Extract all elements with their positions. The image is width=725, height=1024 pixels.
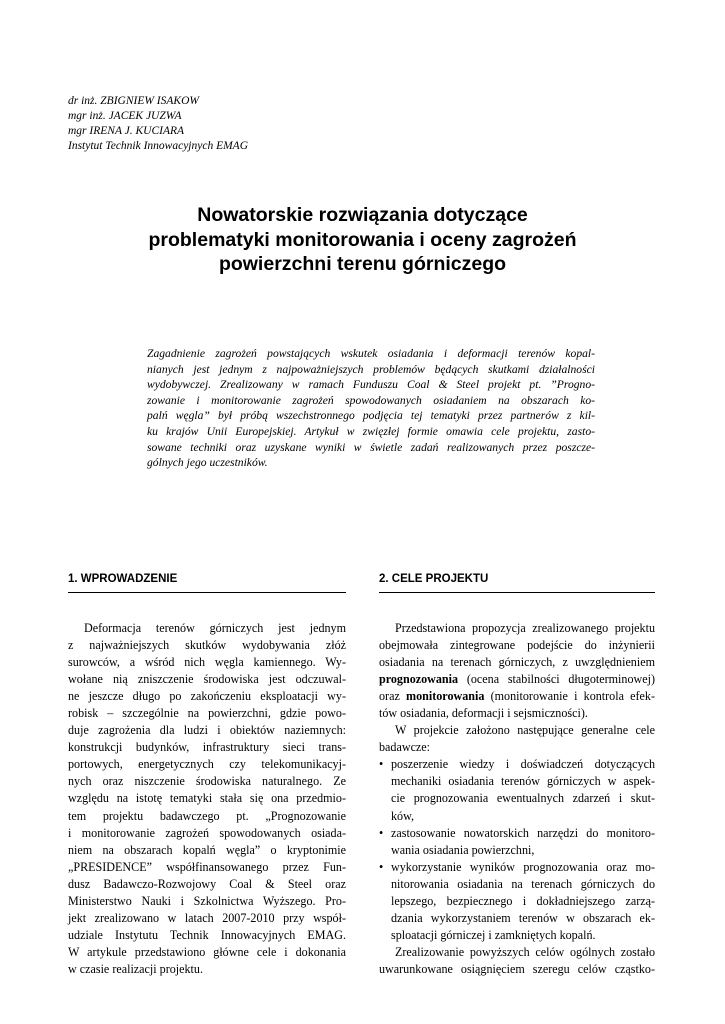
body-line: ków, bbox=[391, 808, 415, 823]
body-line: portowych, energetycznych czy telekomunikacyj- bbox=[68, 757, 346, 772]
body-line: badawcze: bbox=[379, 740, 431, 755]
emphasis: monitorowania bbox=[406, 689, 485, 704]
abstract-line: nianych jest jednym z najpoważniejszych problemów będących skutkami działalności bbox=[147, 362, 595, 376]
body-line: Przedstawiona propozycja zrealizowanego projektu bbox=[395, 621, 655, 635]
abstract-line: ku krajów Unii Europejskiej. Artykuł w zwięzłej formie omawia cele projektu, zasto- bbox=[147, 424, 595, 438]
body-line: mechaniki osiadania terenów górniczych w aspek- bbox=[391, 774, 655, 789]
body-line: z najważniejszych skutków wydobywania złóż bbox=[68, 638, 346, 653]
body-line: nitorowania osiadania na terenach górniczych do bbox=[391, 876, 655, 891]
section-rule bbox=[379, 592, 655, 593]
body-line: lepszego, bezpiecznego i dokładniejszego zarzą- bbox=[391, 893, 655, 908]
body-line: względu na istotę tematyki stała się ona przedmio- bbox=[68, 791, 346, 806]
bullet-icon: • bbox=[379, 825, 384, 840]
body-line: „PRESIDENCE” współfinansowanego przez Fun- bbox=[68, 859, 346, 874]
body-line: Zrealizowanie powyższych celów ogólnych zostało bbox=[395, 944, 655, 959]
body-line: sploatacji górniczej i zamkniętych kopalń. bbox=[391, 927, 596, 942]
body-line: i monitorowanie zagrożeń spowodowanych osiada- bbox=[68, 825, 346, 840]
abstract-line: zowanie i monitorowanie zagrożeń spowodowanych osiadaniem na obszarach ko- bbox=[147, 393, 595, 407]
body-line: W projekcie założono następujące generalne cele bbox=[395, 723, 655, 738]
list-item bbox=[379, 825, 655, 859]
body-line: W artykule przedstawiono główne cele i dokonania bbox=[68, 944, 346, 959]
body-line: dusz Badawczo-Rozwojowy Coal & Steel oraz bbox=[68, 876, 346, 891]
body-line: Deformacja terenów górniczych jest jednym bbox=[84, 621, 346, 635]
abstract-line: palń węgla” był próbą wszechstronnego podjęcia tej tematyki przez partnerów z kil- bbox=[147, 409, 595, 423]
affiliation: Instytut Technik Innowacyjnych EMAG bbox=[68, 140, 249, 152]
body-line: wania osiadania powierzchni, bbox=[391, 842, 535, 857]
body-line: poszerzenie wiedzy i doświadczeń dotyczących bbox=[391, 757, 655, 772]
column-goals bbox=[379, 620, 655, 978]
column-introduction bbox=[68, 620, 346, 978]
section-rule bbox=[68, 592, 346, 593]
body-line: duje zagrożenia dla ludzi i obiektów naziemnych: bbox=[68, 723, 346, 738]
abstract-line: sowane techniki oraz uzyskane wyniki w świetle zadań realizowanych przez poszcze- bbox=[147, 440, 595, 454]
author-block bbox=[68, 94, 468, 154]
emphasis: prognozowania bbox=[379, 672, 459, 687]
body-line: oraz monitorowania (monitorowanie i kontrola efek- bbox=[379, 689, 655, 704]
body-line: tów osiadania, deformacji i sejsmiczności). bbox=[379, 706, 588, 721]
body-line: zastosowanie nowatorskich narzędzi do monitoro- bbox=[391, 825, 655, 840]
body-line: jekt zrealizowano w latach 2007-2010 przy współ- bbox=[68, 910, 346, 925]
abstract-line: Zagadnienie zagrożeń powstających wskutek osiadania i deformacji terenów kopal- bbox=[147, 347, 595, 360]
bullet-icon: • bbox=[379, 859, 384, 874]
body-line: konstrukcji budynków, infrastruktury sieci trans- bbox=[68, 740, 346, 755]
body-line: udziale Instytutu Technik Innowacyjnych EMAG. bbox=[68, 927, 346, 942]
paper-title bbox=[60, 203, 665, 277]
author-line: mgr inż. JACEK JUZWA bbox=[68, 110, 182, 122]
title-line: Nowatorskie rozwiązania dotyczące bbox=[197, 204, 528, 226]
abstract-line: gólnych jego uczestników. bbox=[147, 456, 268, 470]
list-item bbox=[379, 859, 655, 944]
title-line: problematyki monitorowania i oceny zagrożeń bbox=[148, 228, 577, 251]
body-line: osiadania na terenach górniczych, z uwzględnieniem bbox=[379, 655, 655, 670]
body-line: ne jeszcze długo po zakończeniu eksploatacji wy- bbox=[68, 689, 346, 704]
body-line: cie prognozowania ewentualnych zdarzeń i skut- bbox=[391, 791, 655, 806]
section-heading-goals: 2. CELE PROJEKTU bbox=[379, 573, 489, 585]
body-line: prognozowania (ocena stabilności długoterminowej) bbox=[379, 672, 655, 687]
author-line: dr inż. ZBIGNIEW ISAKOW bbox=[68, 95, 199, 107]
title-line: powierzchni terenu górniczego bbox=[218, 253, 507, 275]
body-line: wołane nią zniszczenie środowiska jest odczuwal- bbox=[68, 672, 346, 687]
body-line: obejmowała zintegrowane podejście do inżynierii bbox=[379, 638, 655, 653]
body-line: uwarunkowane osiągnięciem szeregu celów cząstko- bbox=[379, 961, 655, 976]
body-line: niem na obszarach kopalń węgla” o kryptonimie bbox=[68, 842, 346, 857]
list-item bbox=[379, 756, 655, 824]
body-line: w czasie realizacji projektu. bbox=[68, 961, 203, 976]
author-line: mgr IRENA J. KUCIARA bbox=[68, 125, 185, 137]
body-line: robisk – szczególnie na powierzchni, gdzie powo- bbox=[68, 706, 346, 721]
abstract-line: wydobywczej. Zrealizowany w ramach Funduszu Coal & Steel projekt pt. ”Progno- bbox=[147, 378, 595, 392]
body-line: tem projektu badawczego pt. „Prognozowanie bbox=[68, 808, 346, 823]
body-line: dzania wykorzystaniem terenów w obszarach ek- bbox=[391, 910, 655, 925]
bullet-icon: • bbox=[379, 757, 384, 772]
body-line: nych oraz niszczenie środowiska naturalnego. Ze bbox=[68, 774, 346, 789]
body-line: Ministerstwo Nauki i Szkolnictwa Wyższego. Pro- bbox=[68, 893, 346, 908]
section-heading-introduction: 1. WPROWADZENIE bbox=[68, 573, 178, 585]
body-line: wykorzystanie wyników prognozowania oraz mo- bbox=[391, 859, 655, 874]
body-line: surowców, a wśród nich węgla kamiennego. Wy- bbox=[68, 655, 346, 670]
abstract bbox=[147, 346, 595, 471]
